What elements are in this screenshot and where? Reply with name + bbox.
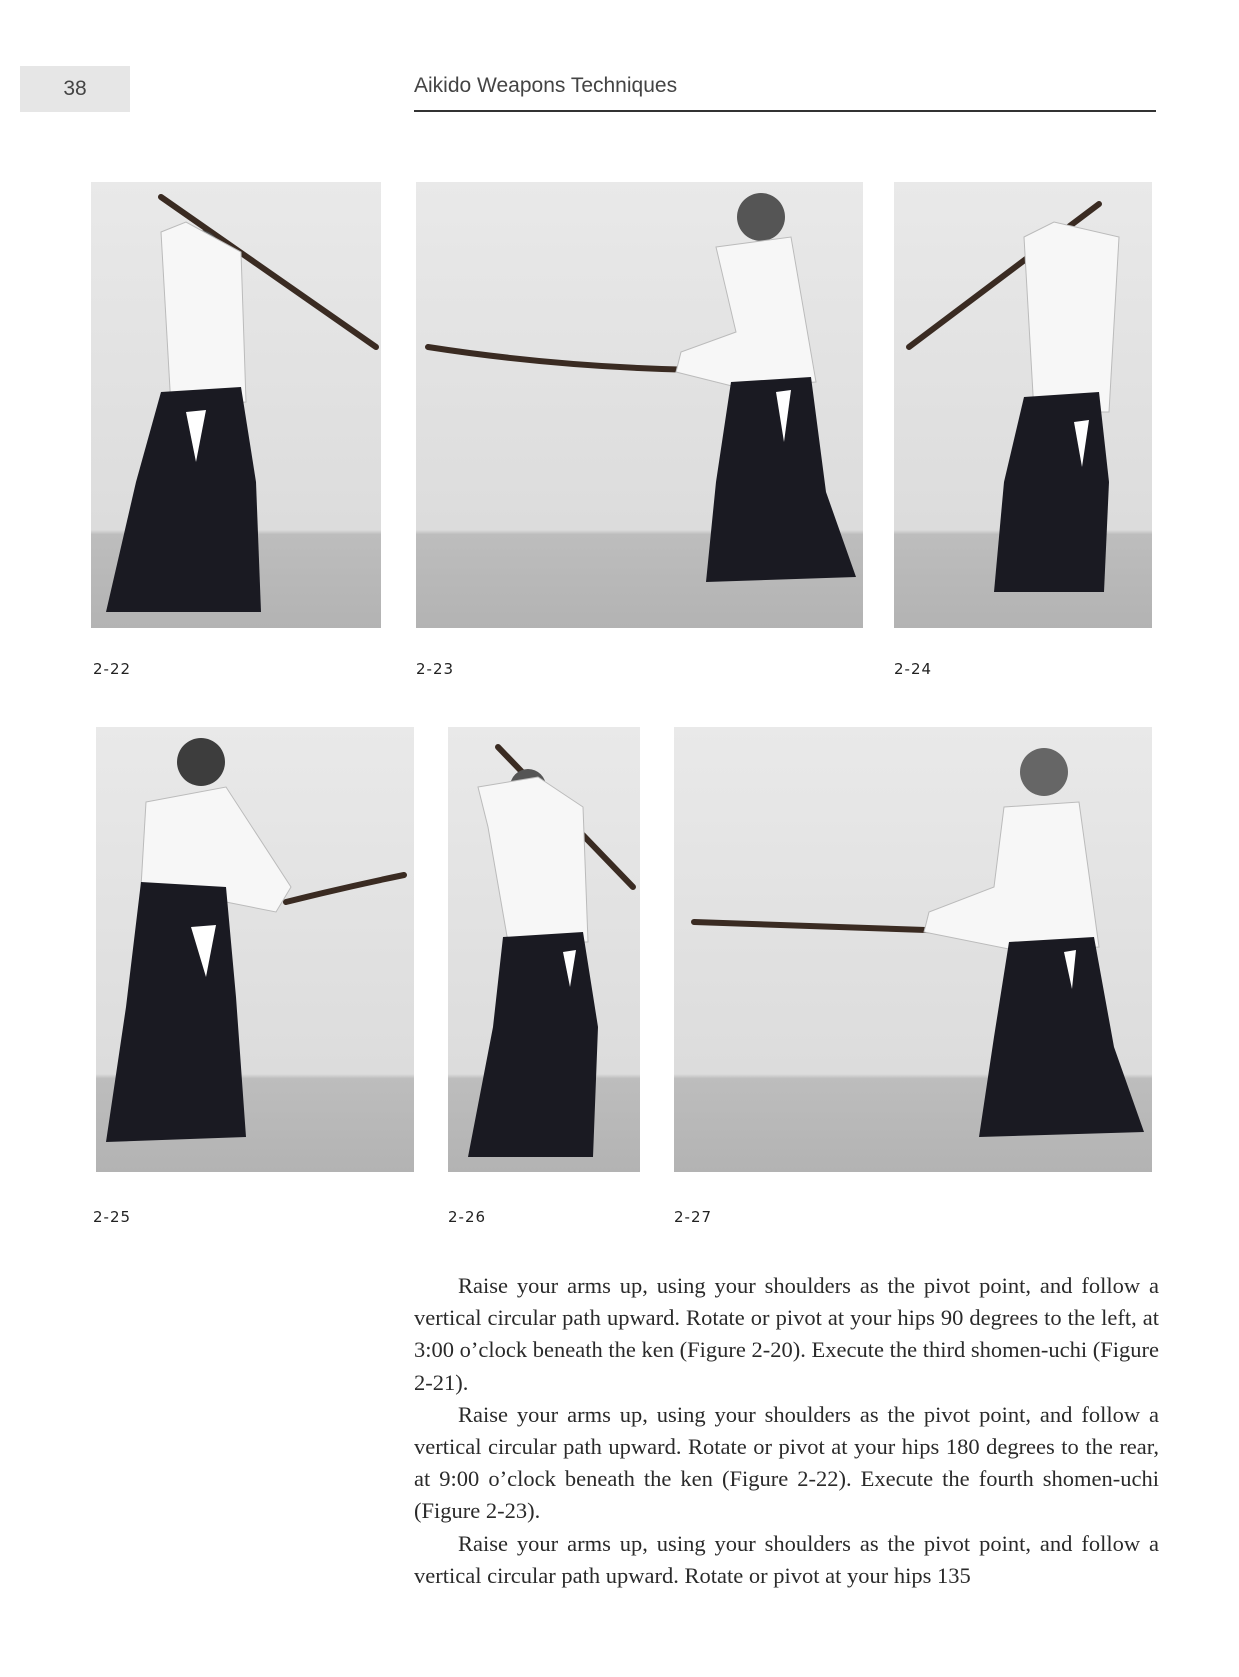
photo-2-26 — [448, 727, 640, 1172]
photo-2-22 — [91, 182, 381, 628]
photo-2-27-figure — [674, 727, 1152, 1172]
figure-caption: 2-27 — [674, 1208, 713, 1226]
figure-caption: 2-25 — [93, 1208, 132, 1226]
running-head-title: Aikido Weapons Techniques — [414, 74, 678, 97]
body-text — [414, 1270, 1159, 1592]
photo-2-25 — [96, 727, 414, 1172]
figure-caption: 2-24 — [894, 660, 933, 678]
figure-caption: 2-22 — [93, 660, 132, 678]
photo-2-22-figure — [91, 182, 381, 628]
paragraph: Raise your arms up, using your shoulders as the pivot point, and follow a vertical circular path upward. Rotate or pivot at your hips 135 — [414, 1530, 1159, 1588]
figure-caption: 2-26 — [448, 1208, 487, 1226]
paragraph: Raise your arms up, using your shoulders as the pivot point, and follow a vertical circular path upward. Rotate or pivot at your hips 180 degrees to the rear, at 9:00 o’clock beneath the ken (Figure 2-22). Execute the fourth shomen-uchi (Figure 2-23). — [414, 1401, 1159, 1524]
photo-2-24 — [894, 182, 1152, 628]
photo-2-26-figure — [448, 727, 640, 1172]
photo-2-23-figure — [416, 182, 863, 628]
photo-2-25-figure — [96, 727, 414, 1172]
page-number: 38 — [20, 66, 130, 112]
photo-2-27 — [674, 727, 1152, 1172]
photo-2-23 — [416, 182, 863, 628]
figure-caption: 2-23 — [416, 660, 455, 678]
header-rule — [414, 110, 1156, 112]
photo-2-24-figure — [894, 182, 1152, 628]
paragraph: Raise your arms up, using your shoulders as the pivot point, and follow a vertical circular path upward. Rotate or pivot at your hips 90 degrees to the left, at 3:00 o’clock beneath the ken (Figure 2-20). Execute the third shomen-uchi (Figure 2-21). — [414, 1273, 1159, 1395]
